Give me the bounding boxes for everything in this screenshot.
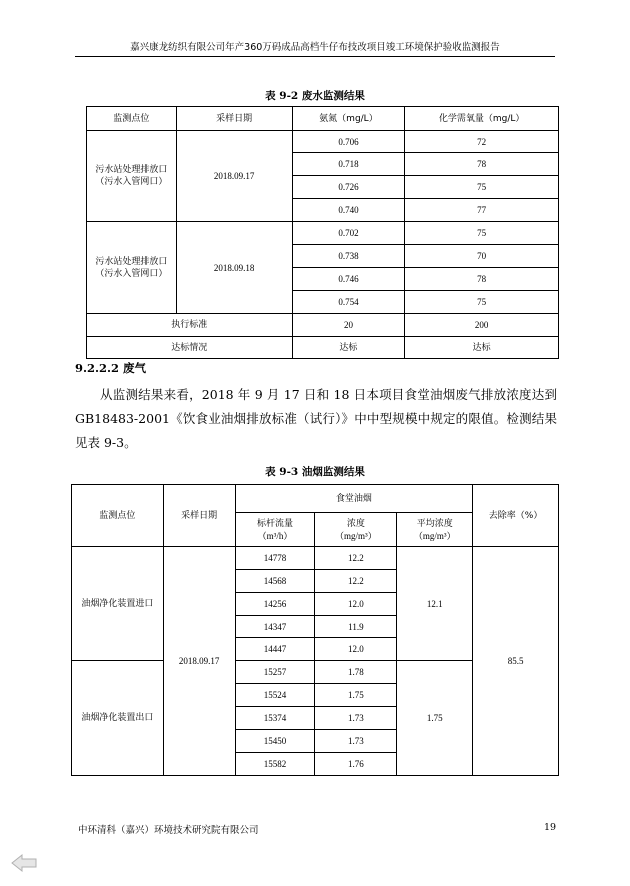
cod-cell: 78 [405, 153, 559, 176]
nh3-cell: 0.702 [292, 222, 405, 245]
footer-organization: 中环清科（嘉兴）环境技术研究院有限公司 [78, 825, 259, 836]
wastewater-table [86, 106, 559, 359]
standard-row [87, 314, 559, 337]
conc-cell: 12.0 [315, 638, 397, 661]
avg-cell: 1.75 [397, 661, 473, 776]
compliance-cod: 达标 [405, 337, 559, 359]
location-cell [87, 131, 177, 222]
nh3-cell: 0.740 [292, 199, 405, 222]
cod-cell: 77 [405, 199, 559, 222]
location-line1: 污水站处理排放口 [95, 256, 168, 267]
conc-cell: 1.73 [315, 730, 397, 753]
conc-cell: 1.73 [315, 707, 397, 730]
table-row [87, 222, 559, 245]
avg-cell: 12.1 [397, 547, 473, 661]
conc-cell: 1.76 [315, 753, 397, 776]
location-line2: （污水入管网口） [95, 268, 168, 279]
page-number: 19 [544, 822, 557, 833]
table-row [72, 547, 559, 570]
compliance-nh3: 达标 [292, 337, 405, 359]
flow-line1: 标杆流量 [257, 518, 294, 529]
standard-label: 执行标准 [87, 314, 293, 337]
conc-cell: 12.2 [315, 570, 397, 593]
conc-cell: 1.75 [315, 684, 397, 707]
cod-cell: 75 [405, 291, 559, 314]
body-paragraph [75, 383, 557, 455]
avg-line2: （mg/m³） [413, 530, 456, 541]
nh3-cell: 0.706 [292, 131, 405, 153]
back-arrow-icon[interactable] [10, 852, 38, 874]
header-location: 监测点位 [72, 485, 164, 547]
conc-line1: 浓度 [346, 518, 365, 529]
flow-cell: 15524 [235, 684, 315, 707]
header-removal: 去除率（%） [473, 485, 559, 547]
header-cod: 化学需氧量（mg/L） [405, 107, 559, 131]
header-date: 采样日期 [163, 485, 235, 547]
conc-cell: 1.78 [315, 661, 397, 684]
flow-cell: 15582 [235, 753, 315, 776]
conc-cell: 12.2 [315, 547, 397, 570]
flow-cell: 14447 [235, 638, 315, 661]
flow-cell: 15257 [235, 661, 315, 684]
cod-cell: 72 [405, 131, 559, 153]
flow-cell: 15374 [235, 707, 315, 730]
header-date: 采样日期 [176, 107, 292, 131]
location-cell [87, 222, 177, 314]
table-header-row [72, 485, 559, 513]
nh3-cell: 0.754 [292, 291, 405, 314]
header-nh3: 氨氮（mg/L） [292, 107, 405, 131]
header-conc [315, 513, 397, 547]
flow-cell: 14347 [235, 616, 315, 638]
nh3-cell: 0.746 [292, 268, 405, 291]
date-cell: 2018.09.17 [176, 131, 292, 222]
avg-line1: 平均浓度 [416, 518, 453, 529]
standard-nh3: 20 [292, 314, 405, 337]
cod-cell: 70 [405, 245, 559, 268]
flow-cell: 14256 [235, 593, 315, 616]
date-cell: 2018.09.18 [176, 222, 292, 314]
flow-cell: 14778 [235, 547, 315, 570]
nh3-cell: 0.738 [292, 245, 405, 268]
conc-cell: 12.0 [315, 593, 397, 616]
table-row [87, 131, 559, 153]
oil-fume-table [71, 484, 559, 776]
section-heading [75, 360, 146, 376]
date-cell: 2018.09.17 [163, 547, 235, 776]
standard-cod: 200 [405, 314, 559, 337]
nh3-cell: 0.726 [292, 176, 405, 199]
cod-cell: 75 [405, 222, 559, 245]
compliance-row [87, 337, 559, 359]
location-cell: 油烟净化装置进口 [72, 547, 164, 661]
location-line2: （污水入管网口） [95, 177, 168, 187]
table-header-row [87, 107, 559, 131]
location-cell: 油烟净化装置出口 [72, 661, 164, 776]
section-number: 9.2.2.2 [75, 361, 120, 375]
section-title: 废气 [123, 361, 147, 375]
table-9-3-caption: 表 9-3 油烟监测结果 [265, 466, 365, 478]
compliance-label: 达标情况 [87, 337, 293, 359]
report-title: 嘉兴康龙纺织有限公司年产360万码成品高档牛仔布技改项目竣工环境保护验收监测报告 [130, 42, 500, 53]
page-header [75, 42, 555, 57]
header-canteen-fume: 食堂油烟 [235, 485, 473, 513]
header-flow [235, 513, 315, 547]
location-line1: 污水站处理排放口 [95, 165, 168, 175]
removal-cell: 85.5 [473, 547, 559, 776]
nh3-cell: 0.718 [292, 153, 405, 176]
header-avg [397, 513, 473, 547]
header-location: 监测点位 [87, 107, 177, 131]
table-9-2-caption: 表 9-2 废水监测结果 [265, 90, 365, 102]
conc-cell: 11.9 [315, 616, 397, 638]
cod-cell: 75 [405, 176, 559, 199]
cod-cell: 78 [405, 268, 559, 291]
flow-cell: 15450 [235, 730, 315, 753]
conc-line2: （mg/m³） [335, 530, 377, 541]
flow-cell: 14568 [235, 570, 315, 593]
paragraph-text: 从监测结果来看，2018 年 9 月 17 日和 18 日本项目食堂油烟废气排放浓度达到GB18483-2001《饮食业油烟排放标准（试行）》中中型规模中规定的限值。检测结果见表 9-3。 [75, 387, 557, 450]
flow-line2: （m³/h） [257, 530, 293, 541]
